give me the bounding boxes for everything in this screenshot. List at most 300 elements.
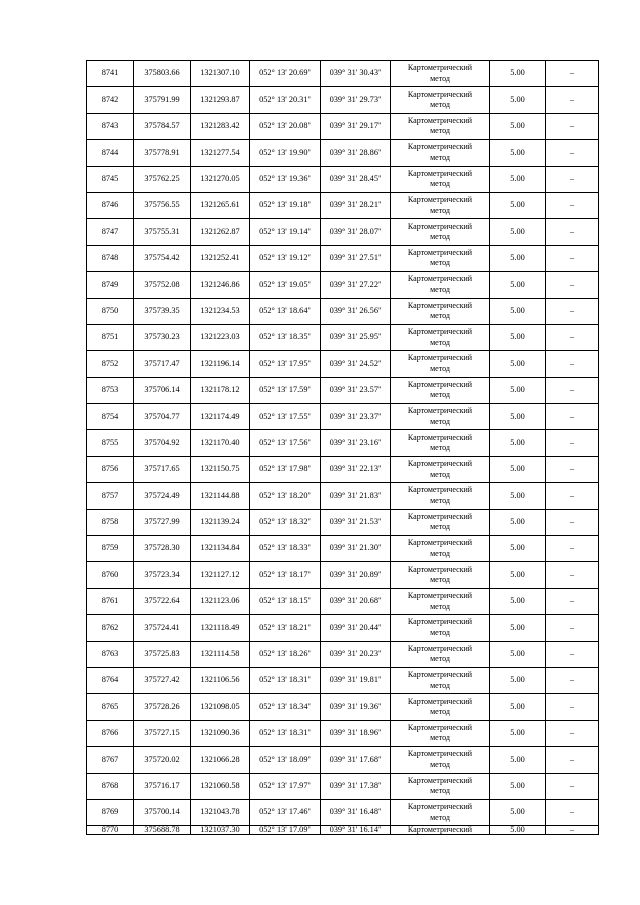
table-row (87, 588, 599, 614)
method-line-2: метод (430, 495, 450, 505)
y-coordinate-cell: 1321307.10 (191, 61, 250, 87)
table-row (87, 192, 599, 218)
point-number-cell: 8761 (87, 588, 134, 614)
method-line-1: Картометрический (407, 327, 473, 337)
method-line-1: Картометрический (407, 89, 473, 99)
method-line-1: Картометрический (407, 670, 473, 680)
longitude-cell: 039° 31' 28.21" (321, 192, 391, 218)
accuracy-cell: 5.00 (490, 562, 546, 588)
method-line-1: Картометрический (407, 485, 473, 495)
table-row (87, 404, 599, 430)
table-row (87, 799, 599, 825)
longitude-cell: 039° 31' 16.48" (321, 799, 391, 825)
method-cell (391, 588, 490, 614)
method-cell (391, 219, 490, 245)
latitude-cell: 052° 13' 18.32" (250, 509, 321, 535)
table-row (87, 430, 599, 456)
y-coordinate-cell: 1321098.05 (191, 694, 250, 720)
latitude-cell: 052° 13' 18.26" (250, 641, 321, 667)
x-coordinate-cell: 375727.15 (134, 720, 191, 746)
note-cell: – (546, 192, 599, 218)
accuracy-cell: 5.00 (490, 773, 546, 799)
method-line-2: метод (430, 205, 450, 215)
accuracy-cell: 5.00 (490, 483, 546, 509)
point-number-cell: 8759 (87, 536, 134, 562)
accuracy-cell: 5.00 (490, 324, 546, 350)
table-row (87, 536, 599, 562)
table-row (87, 298, 599, 324)
method-line-2: метод (430, 73, 450, 83)
latitude-cell: 052° 13' 18.09" (250, 747, 321, 773)
method-cell (391, 509, 490, 535)
method-line-2: метод (430, 337, 450, 347)
longitude-cell: 039° 31' 17.68" (321, 747, 391, 773)
method-cell (391, 272, 490, 298)
y-coordinate-cell: 1321234.53 (191, 298, 250, 324)
table-row (87, 667, 599, 693)
method-line-1: Картометрический (407, 432, 473, 442)
note-cell: – (546, 694, 599, 720)
point-number-cell: 8753 (87, 377, 134, 403)
point-number-cell: 8760 (87, 562, 134, 588)
x-coordinate-cell: 375723.34 (134, 562, 191, 588)
method-line-2: метод (430, 232, 450, 242)
x-coordinate-cell: 375722.64 (134, 588, 191, 614)
accuracy-cell: 5.00 (490, 456, 546, 482)
longitude-cell: 039° 31' 23.37" (321, 404, 391, 430)
method-cell (391, 773, 490, 799)
accuracy-cell: 5.00 (490, 694, 546, 720)
accuracy-cell: 5.00 (490, 509, 546, 535)
point-number-cell: 8769 (87, 799, 134, 825)
point-number-cell: 8766 (87, 720, 134, 746)
y-coordinate-cell: 1321144.88 (191, 483, 250, 509)
longitude-cell: 039° 31' 22.13" (321, 456, 391, 482)
note-cell: – (546, 140, 599, 166)
method-line-2: метод (430, 443, 450, 453)
longitude-cell: 039° 31' 24.52" (321, 351, 391, 377)
table-row (87, 826, 599, 835)
y-coordinate-cell: 1321223.03 (191, 324, 250, 350)
point-number-cell: 8748 (87, 245, 134, 271)
x-coordinate-cell: 375803.66 (134, 61, 191, 87)
table-body (87, 61, 599, 835)
note-cell: – (546, 166, 599, 192)
table-row (87, 562, 599, 588)
accuracy-cell: 5.00 (490, 720, 546, 746)
method-line-2: метод (430, 707, 450, 717)
method-line-2: метод (430, 812, 450, 822)
accuracy-cell: 5.00 (490, 113, 546, 139)
latitude-cell: 052° 13' 17.56" (250, 430, 321, 456)
y-coordinate-cell: 1321066.28 (191, 747, 250, 773)
method-line-2: метод (430, 627, 450, 637)
method-line-1: Картометрический (407, 775, 473, 785)
y-coordinate-cell: 1321123.06 (191, 588, 250, 614)
method-cell (391, 562, 490, 588)
table-row (87, 324, 599, 350)
method-line-2: метод (430, 390, 450, 400)
longitude-cell: 039° 31' 29.17" (321, 113, 391, 139)
point-number-cell: 8746 (87, 192, 134, 218)
table-row (87, 87, 599, 113)
latitude-cell: 052° 13' 18.64" (250, 298, 321, 324)
method-line-2: метод (430, 786, 450, 796)
note-cell: – (546, 799, 599, 825)
method-cell (391, 799, 490, 825)
method-cell (391, 192, 490, 218)
x-coordinate-cell: 375700.14 (134, 799, 191, 825)
longitude-cell: 039° 31' 16.14" (321, 826, 391, 835)
note-cell: – (546, 377, 599, 403)
latitude-cell: 052° 13' 18.15" (250, 588, 321, 614)
method-line-1: Картометрический (407, 459, 473, 469)
method-line-1: Картометрический (407, 379, 473, 389)
point-number-cell: 8754 (87, 404, 134, 430)
x-coordinate-cell: 375791.99 (134, 87, 191, 113)
method-line-1: Картометрический (407, 511, 473, 521)
method-line-1: Картометрический (407, 538, 473, 548)
table-row (87, 377, 599, 403)
latitude-cell: 052° 13' 18.35" (250, 324, 321, 350)
x-coordinate-cell: 375717.47 (134, 351, 191, 377)
accuracy-cell: 5.00 (490, 536, 546, 562)
table-row (87, 509, 599, 535)
y-coordinate-cell: 1321174.49 (191, 404, 250, 430)
method-cell (391, 166, 490, 192)
latitude-cell: 052° 13' 19.12" (250, 245, 321, 271)
x-coordinate-cell: 375720.02 (134, 747, 191, 773)
x-coordinate-cell: 375704.92 (134, 430, 191, 456)
accuracy-cell: 5.00 (490, 377, 546, 403)
method-line-2: метод (430, 575, 450, 585)
point-number-cell: 8763 (87, 641, 134, 667)
method-cell (391, 694, 490, 720)
method-line-1: Картометрический (407, 564, 473, 574)
method-line-2: метод (430, 152, 450, 162)
accuracy-cell: 5.00 (490, 219, 546, 245)
longitude-cell: 039° 31' 18.96" (321, 720, 391, 746)
latitude-cell: 052° 13' 17.59" (250, 377, 321, 403)
y-coordinate-cell: 1321114.58 (191, 641, 250, 667)
note-cell: – (546, 324, 599, 350)
x-coordinate-cell: 375725.83 (134, 641, 191, 667)
y-coordinate-cell: 1321090.36 (191, 720, 250, 746)
method-line-2: метод (430, 284, 450, 294)
y-coordinate-cell: 1321060.58 (191, 773, 250, 799)
latitude-cell: 052° 13' 19.18" (250, 192, 321, 218)
method-cell (391, 140, 490, 166)
x-coordinate-cell: 375756.55 (134, 192, 191, 218)
point-number-cell: 8762 (87, 615, 134, 641)
latitude-cell: 052° 13' 20.08" (250, 113, 321, 139)
method-cell (391, 430, 490, 456)
latitude-cell: 052° 13' 18.31" (250, 720, 321, 746)
note-cell: – (546, 483, 599, 509)
longitude-cell: 039° 31' 17.38" (321, 773, 391, 799)
note-cell: – (546, 430, 599, 456)
point-number-cell: 8756 (87, 456, 134, 482)
longitude-cell: 039° 31' 21.53" (321, 509, 391, 535)
x-coordinate-cell: 375778.91 (134, 140, 191, 166)
y-coordinate-cell: 1321134.84 (191, 536, 250, 562)
table-row (87, 61, 599, 87)
longitude-cell: 039° 31' 19.36" (321, 694, 391, 720)
note-cell: – (546, 351, 599, 377)
y-coordinate-cell: 1321262.87 (191, 219, 250, 245)
note-cell: – (546, 747, 599, 773)
accuracy-cell: 5.00 (490, 272, 546, 298)
accuracy-cell: 5.00 (490, 588, 546, 614)
method-line-2: метод (430, 733, 450, 743)
note-cell: – (546, 667, 599, 693)
method-line-2: метод (430, 548, 450, 558)
x-coordinate-cell: 375784.57 (134, 113, 191, 139)
point-number-cell: 8768 (87, 773, 134, 799)
method-line-1: Картометрический (407, 802, 473, 812)
latitude-cell: 052° 13' 19.36" (250, 166, 321, 192)
table-row (87, 720, 599, 746)
method-line-2: метод (430, 469, 450, 479)
method-line-1: Картометрический (407, 115, 473, 125)
point-number-cell: 8745 (87, 166, 134, 192)
accuracy-cell: 5.00 (490, 430, 546, 456)
method-line-2: метод (430, 179, 450, 189)
x-coordinate-cell: 375724.41 (134, 615, 191, 641)
table-row (87, 641, 599, 667)
longitude-cell: 039° 31' 30.43" (321, 61, 391, 87)
method-line-2: метод (430, 258, 450, 268)
point-number-cell: 8744 (87, 140, 134, 166)
latitude-cell: 052° 13' 18.21" (250, 615, 321, 641)
y-coordinate-cell: 1321170.40 (191, 430, 250, 456)
latitude-cell: 052° 13' 18.31" (250, 667, 321, 693)
longitude-cell: 039° 31' 23.57" (321, 377, 391, 403)
accuracy-cell: 5.00 (490, 166, 546, 192)
point-number-cell: 8765 (87, 694, 134, 720)
y-coordinate-cell: 1321178.12 (191, 377, 250, 403)
longitude-cell: 039° 31' 20.44" (321, 615, 391, 641)
latitude-cell: 052° 13' 18.33" (250, 536, 321, 562)
method-line-1: Картометрический (407, 142, 473, 152)
method-cell (391, 324, 490, 350)
method-line-1: Картометрический (407, 643, 473, 653)
note-cell: – (546, 720, 599, 746)
y-coordinate-cell: 1321265.61 (191, 192, 250, 218)
note-cell: – (546, 588, 599, 614)
method-line-1: Картометрический (407, 353, 473, 363)
accuracy-cell: 5.00 (490, 245, 546, 271)
latitude-cell: 052° 13' 19.90" (250, 140, 321, 166)
method-line-1: Картометрический (407, 274, 473, 284)
table-row (87, 694, 599, 720)
note-cell: – (546, 113, 599, 139)
method-cell (391, 298, 490, 324)
point-number-cell: 8750 (87, 298, 134, 324)
method-cell (391, 456, 490, 482)
note-cell: – (546, 562, 599, 588)
method-line-1: Картометрический (407, 168, 473, 178)
longitude-cell: 039° 31' 28.07" (321, 219, 391, 245)
x-coordinate-cell: 375724.49 (134, 483, 191, 509)
accuracy-cell: 5.00 (490, 826, 546, 835)
method-line-1: Картометрический (407, 300, 473, 310)
note-cell: – (546, 641, 599, 667)
y-coordinate-cell: 1321196.14 (191, 351, 250, 377)
method-line-2: метод (430, 522, 450, 532)
method-line-1: Картометрический (407, 221, 473, 231)
table-row (87, 272, 599, 298)
point-number-cell: 8743 (87, 113, 134, 139)
method-line-2: метод (430, 126, 450, 136)
latitude-cell: 052° 13' 18.20" (250, 483, 321, 509)
accuracy-cell: 5.00 (490, 747, 546, 773)
y-coordinate-cell: 1321270.05 (191, 166, 250, 192)
method-line-1: Картометрический (407, 722, 473, 732)
accuracy-cell: 5.00 (490, 87, 546, 113)
method-line-2: метод (430, 100, 450, 110)
x-coordinate-cell: 375739.35 (134, 298, 191, 324)
method-line-2: метод (430, 759, 450, 769)
latitude-cell: 052° 13' 18.34" (250, 694, 321, 720)
note-cell: – (546, 87, 599, 113)
method-cell (391, 747, 490, 773)
longitude-cell: 039° 31' 21.30" (321, 536, 391, 562)
point-number-cell: 8752 (87, 351, 134, 377)
y-coordinate-cell: 1321127.12 (191, 562, 250, 588)
point-number-cell: 8749 (87, 272, 134, 298)
table-row (87, 483, 599, 509)
note-cell: – (546, 61, 599, 87)
latitude-cell: 052° 13' 19.05" (250, 272, 321, 298)
longitude-cell: 039° 31' 28.86" (321, 140, 391, 166)
y-coordinate-cell: 1321043.78 (191, 799, 250, 825)
method-cell (391, 113, 490, 139)
longitude-cell: 039° 31' 20.68" (321, 588, 391, 614)
x-coordinate-cell: 375752.08 (134, 272, 191, 298)
y-coordinate-cell: 1321277.54 (191, 140, 250, 166)
y-coordinate-cell: 1321246.86 (191, 272, 250, 298)
note-cell: – (546, 272, 599, 298)
method-cell (391, 667, 490, 693)
latitude-cell: 052° 13' 20.31" (250, 87, 321, 113)
longitude-cell: 039° 31' 26.56" (321, 298, 391, 324)
point-number-cell: 8741 (87, 61, 134, 87)
table-row (87, 113, 599, 139)
method-line-2: метод (430, 363, 450, 373)
y-coordinate-cell: 1321150.75 (191, 456, 250, 482)
method-cell (391, 720, 490, 746)
note-cell: – (546, 456, 599, 482)
longitude-cell: 039° 31' 25.95" (321, 324, 391, 350)
accuracy-cell: 5.00 (490, 404, 546, 430)
accuracy-cell: 5.00 (490, 615, 546, 641)
x-coordinate-cell: 375704.77 (134, 404, 191, 430)
x-coordinate-cell: 375754.42 (134, 245, 191, 271)
method-line-1: Картометрический (407, 749, 473, 759)
latitude-cell: 052° 13' 17.55" (250, 404, 321, 430)
note-cell: – (546, 404, 599, 430)
point-number-cell: 8758 (87, 509, 134, 535)
latitude-cell: 052° 13' 17.09" (250, 826, 321, 835)
note-cell: – (546, 245, 599, 271)
y-coordinate-cell: 1321293.87 (191, 87, 250, 113)
table-row (87, 456, 599, 482)
x-coordinate-cell: 375727.99 (134, 509, 191, 535)
accuracy-cell: 5.00 (490, 61, 546, 87)
latitude-cell: 052° 13' 17.97" (250, 773, 321, 799)
x-coordinate-cell: 375730.23 (134, 324, 191, 350)
method-line-1: Картометрический (407, 591, 473, 600)
method-line-1: Картометрический (407, 406, 473, 416)
method-cell (391, 536, 490, 562)
x-coordinate-cell: 375728.30 (134, 536, 191, 562)
method-line-2: метод (430, 680, 450, 690)
note-cell: – (546, 219, 599, 245)
table-row (87, 166, 599, 192)
accuracy-cell: 5.00 (490, 140, 546, 166)
point-number-cell: 8751 (87, 324, 134, 350)
y-coordinate-cell: 1321106.56 (191, 667, 250, 693)
method-cell (391, 377, 490, 403)
method-cell (391, 826, 490, 835)
table-row (87, 219, 599, 245)
latitude-cell: 052° 13' 19.14" (250, 219, 321, 245)
note-cell: – (546, 773, 599, 799)
method-line-2: метод (430, 654, 450, 664)
y-coordinate-cell: 1321139.24 (191, 509, 250, 535)
longitude-cell: 039° 31' 20.23" (321, 641, 391, 667)
method-line-2: метод (430, 601, 450, 611)
note-cell: – (546, 826, 599, 835)
method-cell (391, 351, 490, 377)
x-coordinate-cell: 375688.78 (134, 826, 191, 835)
accuracy-cell: 5.00 (490, 192, 546, 218)
method-line-1: Картометрический (407, 825, 473, 835)
note-cell: – (546, 536, 599, 562)
point-number-cell: 8742 (87, 87, 134, 113)
accuracy-cell: 5.00 (490, 298, 546, 324)
point-number-cell: 8767 (87, 747, 134, 773)
note-cell: – (546, 509, 599, 535)
table-row (87, 140, 599, 166)
point-number-cell: 8747 (87, 219, 134, 245)
point-number-cell: 8770 (87, 826, 134, 835)
accuracy-cell: 5.00 (490, 799, 546, 825)
x-coordinate-cell: 375727.42 (134, 667, 191, 693)
x-coordinate-cell: 375755.31 (134, 219, 191, 245)
accuracy-cell: 5.00 (490, 351, 546, 377)
longitude-cell: 039° 31' 27.22" (321, 272, 391, 298)
coordinates-table (86, 60, 599, 835)
x-coordinate-cell: 375728.26 (134, 694, 191, 720)
method-cell (391, 483, 490, 509)
latitude-cell: 052° 13' 17.46" (250, 799, 321, 825)
longitude-cell: 039° 31' 21.83" (321, 483, 391, 509)
latitude-cell: 052° 13' 20.69" (250, 61, 321, 87)
longitude-cell: 039° 31' 23.16" (321, 430, 391, 456)
method-line-1: Картометрический (407, 617, 473, 627)
x-coordinate-cell: 375717.65 (134, 456, 191, 482)
latitude-cell: 052° 13' 17.98" (250, 456, 321, 482)
method-line-1: Картометрический (407, 63, 473, 73)
note-cell: – (546, 298, 599, 324)
note-cell: – (546, 615, 599, 641)
method-cell (391, 615, 490, 641)
y-coordinate-cell: 1321252.41 (191, 245, 250, 271)
point-number-cell: 8757 (87, 483, 134, 509)
table-row (87, 747, 599, 773)
